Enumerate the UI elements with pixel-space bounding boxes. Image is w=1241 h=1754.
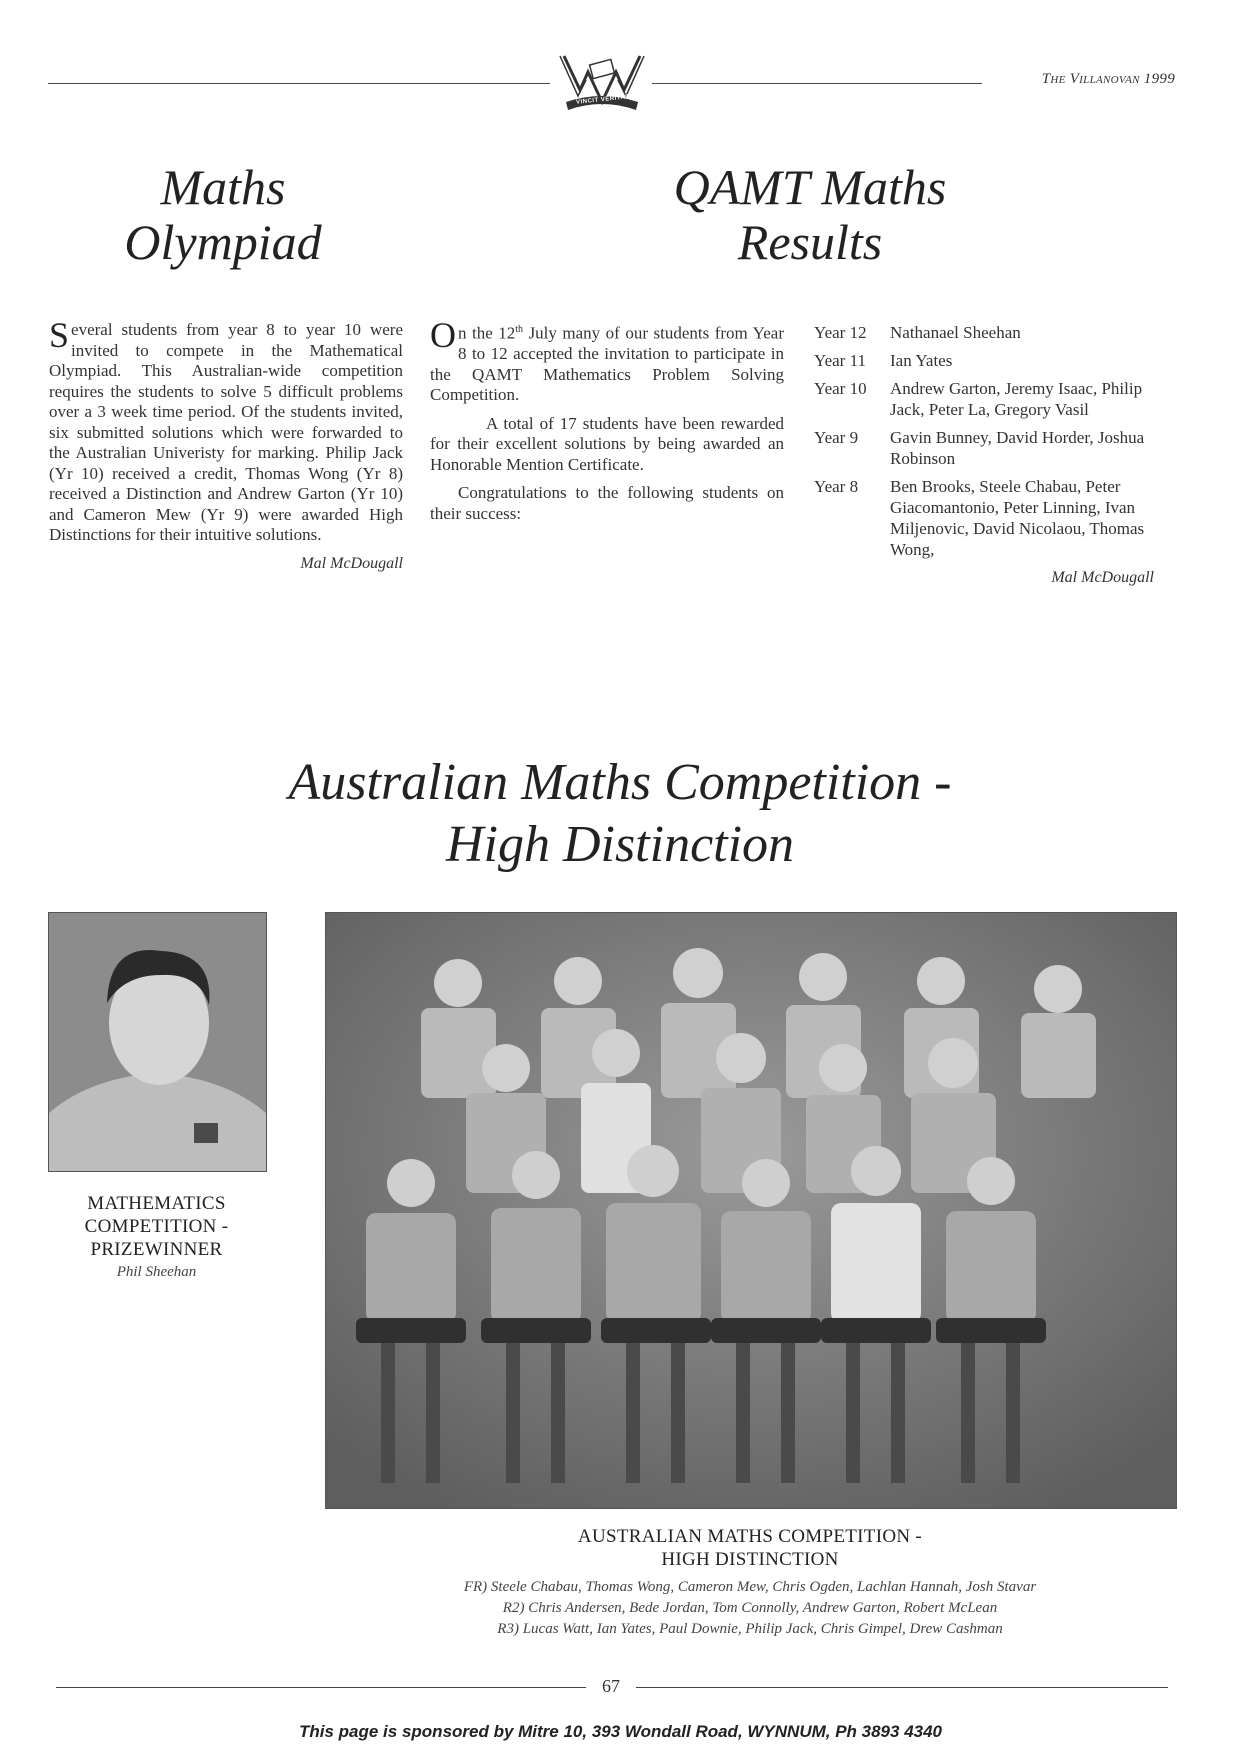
results-names: Ian Yates: [890, 351, 953, 370]
prizewinner-caption: [48, 1192, 265, 1281]
results-row: [814, 378, 1164, 420]
qamt-title-line2: Results: [737, 214, 883, 270]
qamt-byline: Mal McDougall: [1051, 569, 1154, 586]
amc-title: [150, 752, 1090, 876]
crest-motto: VINCIT VERITAS: [575, 94, 631, 106]
results-row: [814, 350, 1164, 371]
prizewinner-caption-line1: MATHEMATICS: [87, 1193, 226, 1214]
results-names: Nathanael Sheehan: [890, 323, 1021, 342]
qamt-dropcap: O: [430, 315, 456, 355]
qamt-title: [600, 160, 1020, 270]
group-caption-row: R3) Lucas Watt, Ian Yates, Paul Downie, Philip Jack, Chris Gimpel, Drew Cashman: [497, 1621, 1003, 1637]
results-year: Year 10: [814, 379, 867, 398]
group-caption-row: R2) Chris Andersen, Bede Jordan, Tom Connolly, Andrew Garton, Robert McLean: [502, 1600, 998, 1616]
footer-rule-right: [636, 1687, 1168, 1688]
qamt-para1-sup: th: [515, 324, 524, 335]
qamt-article: [430, 315, 784, 532]
results-year: Year 11: [814, 351, 866, 370]
results-row: [814, 476, 1164, 560]
olympiad-title-line1: Maths: [160, 159, 286, 215]
group-photo-caption: [325, 1525, 1175, 1640]
amc-title-line2: High Distinction: [445, 816, 795, 873]
amc-title-line1: Australian Maths Competition -: [288, 754, 952, 811]
running-head: The Villanovan 1999: [1041, 71, 1175, 87]
group-photo: [325, 912, 1177, 1509]
header-rule-right: [652, 83, 982, 84]
olympiad-text: everal students from year 8 to year 10 were invited to compete in the Mathematical Olympiad. This Australian-wide competition requires the students to solve 5 difficult problems over a 3 week time period. Of the students invited, six submitted solutions which were forwarded to the Australian Univeristy for marking. Philip Jack (Yr 10) received a credit, Thomas Wong (Yr 8) received a Distinction and Andrew Garton (Yr 10) and Cameron Mew (Yr 9) were awarded High Distinctions for their intuitive solutions.: [49, 320, 403, 544]
qamt-para1-b: July many of our students from Year 8 to 12 accepted the invitation to participate in the QAMT Mathematics Problem Solving Competition.: [430, 323, 784, 405]
prizewinner-caption-line2: COMPETITION -: [84, 1216, 229, 1237]
qamt-results: [814, 322, 1164, 588]
results-names: Andrew Garton, Jeremy Isaac, Philip Jack, Peter La, Gregory Vasil: [890, 379, 1143, 419]
results-year: Year 9: [814, 428, 859, 447]
prizewinner-caption-line3: PRIZEWINNER: [90, 1239, 223, 1260]
olympiad-article: [49, 315, 403, 574]
qamt-para2: A total of 17 students have been rewarded for their excellent solutions by being awarded an Honorable Mention Certificate.: [430, 413, 784, 474]
results-row: [814, 322, 1164, 343]
prizewinner-photo: [48, 912, 267, 1172]
results-row: [814, 427, 1164, 469]
footer-rule-left: [56, 1687, 586, 1688]
olympiad-byline: Mal McDougall: [300, 554, 403, 572]
page-number: 67: [602, 1676, 620, 1696]
results-names: Gavin Bunney, David Horder, Joshua Robinson: [890, 428, 1145, 468]
crest-logo: [558, 52, 646, 116]
results-year: Year 8: [814, 477, 859, 496]
qamt-para1-a: n the 12: [458, 323, 516, 343]
qamt-title-line1: QAMT Maths: [673, 159, 947, 215]
olympiad-dropcap: S: [49, 315, 70, 355]
group-caption-row: FR) Steele Chabau, Thomas Wong, Cameron Mew, Chris Ogden, Lachlan Hannah, Josh Stavar: [463, 1579, 1037, 1595]
group-caption-line2: HIGH DISTINCTION: [661, 1549, 839, 1570]
olympiad-title: [48, 160, 398, 270]
results-year: Year 12: [814, 323, 867, 342]
qamt-para3: Congratulations to the following students on their success:: [430, 483, 784, 523]
sponsor-line: This page is sponsored by Mitre 10, 393 Wondall Road, WYNNUM, Ph 3893 4340: [298, 1722, 943, 1741]
results-names: Ben Brooks, Steele Chabau, Peter Giacomantonio, Peter Linning, Ivan Miljenovic, David Nicolaou, Thomas Wong,: [890, 477, 1145, 559]
olympiad-title-line2: Olympiad: [124, 214, 322, 270]
group-caption-line1: AUSTRALIAN MATHS COMPETITION -: [577, 1526, 923, 1547]
header-rule-left: [48, 83, 550, 84]
prizewinner-name: Phil Sheehan: [116, 1264, 197, 1280]
